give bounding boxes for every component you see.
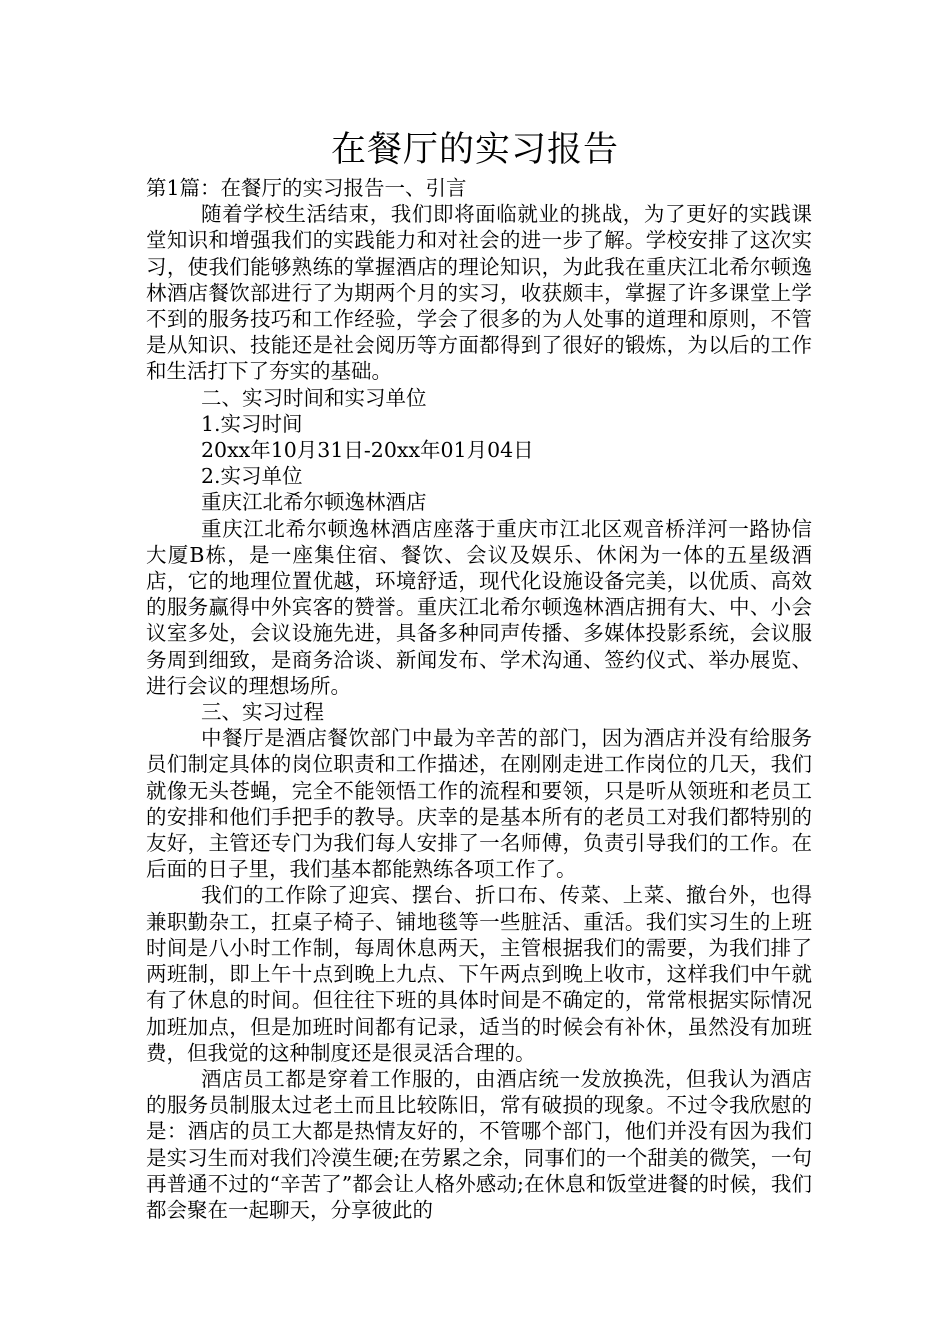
document-title: 在餐厅的实习报告: [330, 130, 619, 170]
paragraph: 第1篇：在餐厅的实习报告一、引言: [146, 176, 467, 200]
paragraph: 1.实习时间: [201, 411, 303, 436]
document-body: [146, 175, 812, 1223]
paragraph: 二、实习时间和实习单位: [201, 385, 427, 410]
paragraph: 我们的工作除了迎宾、摆台、折口布、传菜、上菜、撤台外，也得兼职勤杂工，扛桌子椅子、铺地毯等一些脏活、重活。我们实习生的上班时间是八小时工作制，每周休息两天，主管根据我们的需要，为我们排了两班制，即上午十点到晚上九点、下午两点到晚上收市，这样我们中午就有了休息的时间。但往往下班的具体时间是不确定的，常常根据实际情况加班加点，但是加班时间都有记录，适当的时候会有补休，虽然没有加班费，但我觉的这种制度还是很灵活合理的。: [146, 883, 812, 1065]
paragraph: 酒店员工都是穿着工作服的，由酒店统一发放换洗，但我认为酒店的服务员制服太过老土而且比较陈旧，常有破损的现象。不过令我欣慰的是：酒店的员工大都是热情友好的，不管哪个部门，他们并没有因为我们是实习生而对我们冷漠生硬;在劳累之余，同事们的一个甜美的微笑，一句再普通不过的“辛苦了”都会让人格外感动;在休息和饭堂进餐的时候，我们都会聚在一起聊天，分享彼此的: [146, 1066, 812, 1222]
paragraph: 重庆江北希尔顿逸林酒店: [201, 490, 427, 515]
paragraph: 2.实习单位: [201, 464, 303, 489]
paragraph: 20xx年10月31日-20xx年01月04日: [201, 438, 534, 463]
paragraph: 中餐厅是酒店餐饮部门中最为辛苦的部门，因为酒店并没有给服务员们制定具体的岗位职责和工作描述，在刚刚走进工作岗位的几天，我们就像无头苍蝇，完全不能领悟工作的流程和要领，只是听从领班和老员工的安排和他们手把手的教导。庆幸的是基本所有的老员工对我们都特别的友好，主管还专门为我们每人安排了一名师傅，负责引导我们的工作。在后面的日子里，我们基本都能熟练各项工作了。: [146, 726, 812, 882]
paragraph: 三、实习过程: [201, 700, 324, 725]
paragraph: 随着学校生活结束，我们即将面临就业的挑战，为了更好的实践课堂知识和增强我们的实践能力和对社会的进一步了解。学校安排了这次实习，使我们能够熟练的掌握酒店的理论知识，为此我在重庆江北希尔顿逸林酒店餐饮部进行了为期两个月的实习，收获颇丰，掌握了许多课堂上学不到的服务技巧和工作经验，学会了很多的为人处事的道理和原则，不管是从知识、技能还是社会阅历等方面都得到了很好的锻炼，为以后的工作和生活打下了夯实的基础。: [146, 202, 812, 384]
paragraph: 重庆江北希尔顿逸林酒店座落于重庆市江北区观音桥洋河一路协信大厦B栋，是一座集住宿、餐饮、会议及娱乐、休闲为一体的五星级酒店，它的地理位置优越，环境舒适，现代化设施设备完美，以优质、高效的服务赢得中外宾客的赞誉。重庆江北希尔顿逸林酒店拥有大、中、小会议室多处，会议设施先进，具备多种同声传播、多媒体投影系统，会议服务周到细致，是商务洽谈、新闻发布、学术沟通、签约仪式、举办展览、进行会议的理想场所。: [146, 516, 812, 698]
